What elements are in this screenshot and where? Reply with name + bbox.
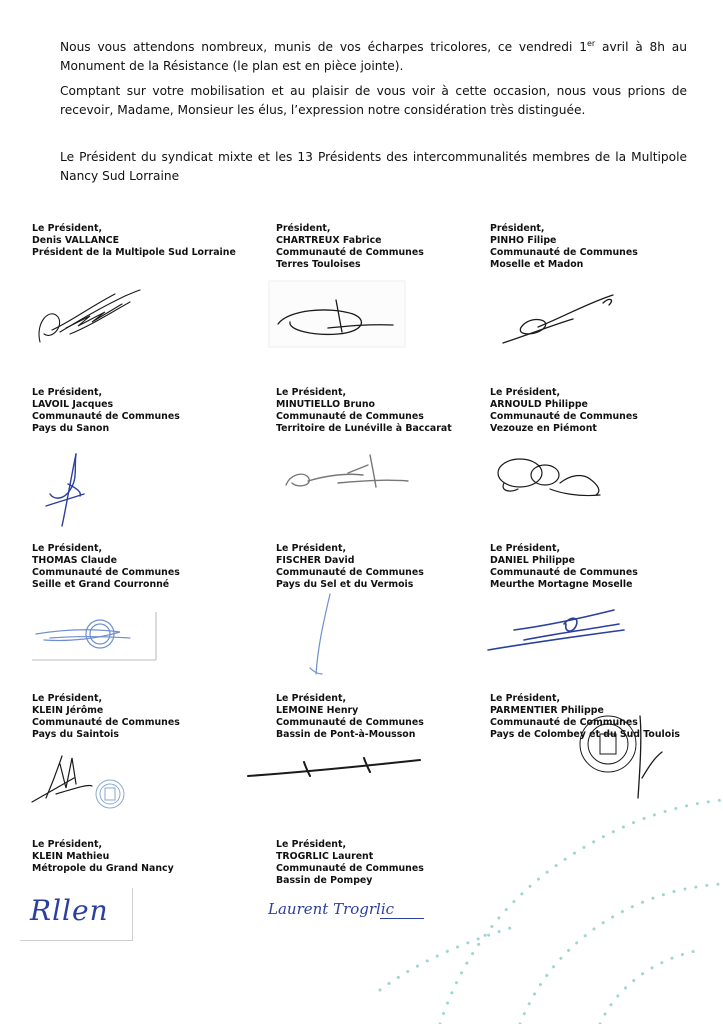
signatory-territory: Bassin de Pompey xyxy=(276,875,373,886)
signatory-organisation: Communauté de Communes xyxy=(490,411,638,422)
signatory-organisation: Communauté de Communes xyxy=(490,717,638,728)
signatory-territory: Pays du Sel et du Vermois xyxy=(276,579,414,590)
signatory-title: Le Président, xyxy=(32,543,103,554)
signatory-name: FISCHER David xyxy=(276,555,355,566)
signature-fischer xyxy=(296,590,346,680)
signatory-name: TROGRLIC Laurent xyxy=(276,851,374,862)
signatory-klein-mathieu xyxy=(32,839,262,875)
signature-klein-mathieu: Rllen xyxy=(30,894,109,927)
signatory-name: ARNOULD Philippe xyxy=(490,399,588,410)
signature-thomas xyxy=(30,608,160,666)
signatory-title: Le Président, xyxy=(490,387,561,398)
signatory-organisation: Communauté de Communes xyxy=(490,567,638,578)
signatory-territory: Pays du Saintois xyxy=(32,729,119,740)
signatory-vallance xyxy=(32,223,262,259)
signatory-thomas xyxy=(32,543,262,591)
signatory-territory: Territoire de Lunéville à Baccarat xyxy=(276,423,452,434)
signatory-organisation: Communauté de Communes xyxy=(276,411,424,422)
signatory-name: Denis VALLANCE xyxy=(32,235,120,246)
signatory-territory: Meurthe Mortagne Moselle xyxy=(490,579,633,590)
signatory-organisation: Communauté de Communes xyxy=(276,863,424,874)
signature-underline xyxy=(380,918,424,919)
signatory-territory: Vezouze en Piémont xyxy=(490,423,597,434)
signatory-name: KLEIN Jérôme xyxy=(32,705,104,716)
signatory-title: Le Président, xyxy=(276,839,347,850)
signature-lavoil xyxy=(40,448,100,528)
signatory-title: Président, xyxy=(276,223,331,234)
signatory-organisation: Communauté de Communes xyxy=(32,411,180,422)
signatory-lemoine xyxy=(276,693,506,741)
signatory-title: Le Président, xyxy=(32,223,103,234)
signatory-organisation: Communauté de Communes xyxy=(276,567,424,578)
signature-parmentier xyxy=(578,708,668,810)
signature-chartreux xyxy=(268,280,408,350)
signatory-title: Le Président, xyxy=(276,543,347,554)
signature-pinho xyxy=(483,285,633,355)
signatory-territory: Moselle et Madon xyxy=(490,259,584,270)
signatory-territory: Pays du Sanon xyxy=(32,423,110,434)
signatory-organisation: Communauté de Communes xyxy=(32,567,180,578)
signatory-title: Le Président, xyxy=(276,387,347,398)
signatory-name: KLEIN Mathieu xyxy=(32,851,110,862)
ordinal-superscript: er xyxy=(586,38,596,48)
signatory-organisation: Métropole du Grand Nancy xyxy=(32,863,174,874)
signatory-organisation: Communauté de Communes xyxy=(490,247,638,258)
signature-vallance xyxy=(30,282,180,352)
signatory-title: Le Président, xyxy=(276,693,347,704)
signature-trogrlic: Laurent Trogrlic xyxy=(268,900,395,918)
signatory-name: PARMENTIER Philippe xyxy=(490,705,604,716)
signatory-title: Le Président, xyxy=(32,839,103,850)
paragraph-invitation xyxy=(60,38,687,76)
paragraph-signatories-intro: Le Président du syndicat mixte et les 13 Présidents des intercommunalités membres de la Multipole Nancy Sud Lorraine xyxy=(60,150,687,183)
signatory-title: Président, xyxy=(490,223,545,234)
signatory-territory: Bassin de Pont-à-Mousson xyxy=(276,729,416,740)
signatory-name: LAVOIL Jacques xyxy=(32,399,114,410)
signatory-organisation: Président de la Multipole Sud Lorraine xyxy=(32,247,236,258)
invitation-text-b: avril à 8h au Monument de la Résistance (le plan est en pièce jointe). xyxy=(60,40,687,73)
signatory-name: PINHO Filipe xyxy=(490,235,557,246)
signatory-trogrlic xyxy=(276,839,506,887)
signatory-organisation: Communauté de Communes xyxy=(32,717,180,728)
paragraph-closing: Comptant sur votre mobilisation et au plaisir de vous voir à cette occasion, nous vous prions de recevoir, Madame, Monsieur les élus, l’expression notre considération très distinguée. xyxy=(60,84,687,117)
signature-minutiello xyxy=(278,445,418,500)
signatory-name: THOMAS Claude xyxy=(32,555,117,566)
signatory-organisation: Communauté de Communes xyxy=(276,717,424,728)
signatory-daniel xyxy=(490,543,720,591)
signature-lemoine xyxy=(244,748,424,784)
signatory-title: Le Président, xyxy=(490,693,561,704)
signatory-territory: Seille et Grand Courronné xyxy=(32,579,170,590)
signature-arnould xyxy=(490,445,620,505)
signature-klein-jerome xyxy=(26,748,136,810)
invitation-text-a: Nous vous attendons nombreux, munis de vos écharpes tricolores, ce vendredi 1 xyxy=(60,40,587,54)
signatory-klein-jerome xyxy=(32,693,262,741)
signatory-title: Le Président, xyxy=(490,543,561,554)
signatory-title: Le Président, xyxy=(32,387,103,398)
signatory-name: LEMOINE Henry xyxy=(276,705,359,716)
signature-daniel xyxy=(484,600,634,658)
signatory-name: MINUTIELLO Bruno xyxy=(276,399,375,410)
signatory-lavoil xyxy=(32,387,262,435)
signatory-name: CHARTREUX Fabrice xyxy=(276,235,382,246)
signature-trogrlic-frame xyxy=(268,896,428,930)
signatory-title: Le Président, xyxy=(32,693,103,704)
signatory-chartreux xyxy=(276,223,506,271)
signatory-name: DANIEL Philippe xyxy=(490,555,575,566)
signatory-fischer xyxy=(276,543,506,591)
signature-klein-mathieu-frame xyxy=(20,888,133,941)
signatory-pinho xyxy=(490,223,720,271)
signatory-territory: Terres Touloises xyxy=(276,259,361,270)
signatory-organisation: Communauté de Communes xyxy=(276,247,424,258)
signatory-arnould xyxy=(490,387,720,435)
signatory-minutiello xyxy=(276,387,506,435)
signatory-territory: Pays de Colombey et du Sud Toulois xyxy=(490,729,680,740)
